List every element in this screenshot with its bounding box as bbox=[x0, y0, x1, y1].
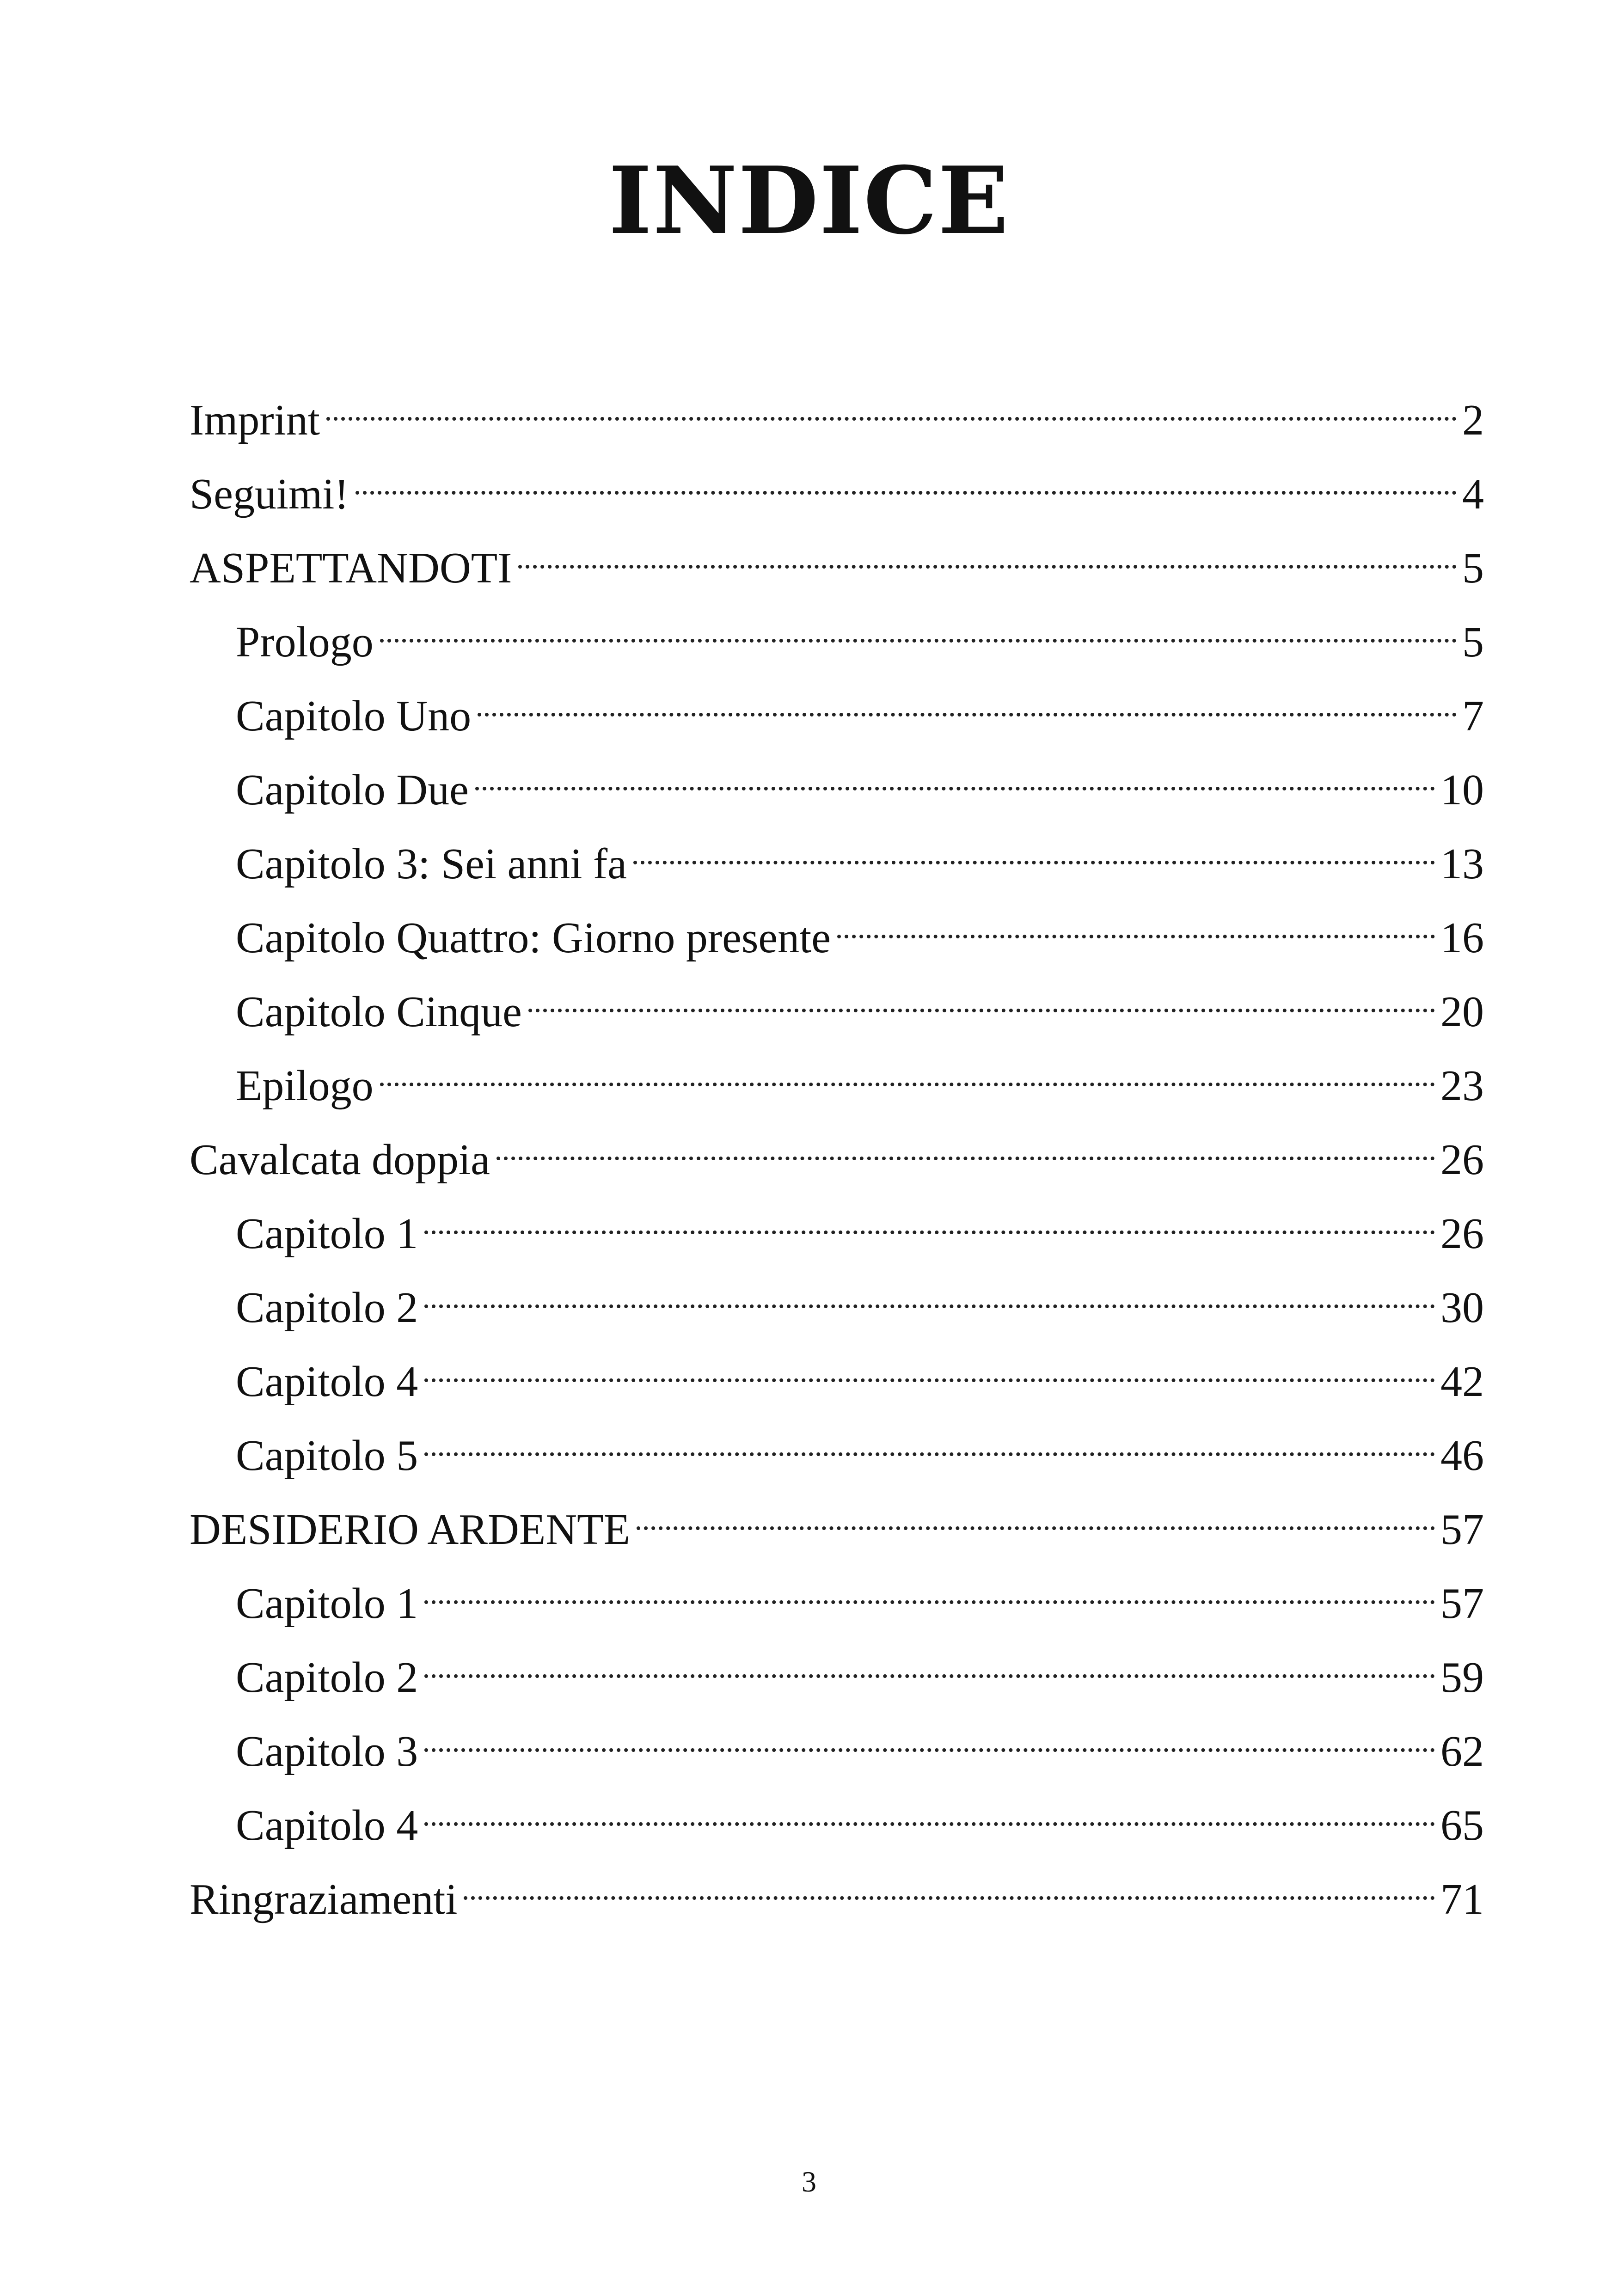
toc-entry-label: Capitolo Uno bbox=[236, 692, 472, 740]
toc-entry[interactable] bbox=[190, 1484, 1484, 1554]
toc-dot-leader bbox=[424, 1262, 1435, 1322]
toc-entry-label: Capitolo 1 bbox=[236, 1580, 418, 1628]
toc-entry-page: 57 bbox=[1440, 1506, 1484, 1554]
toc-entry-label: Capitolo 4 bbox=[236, 1358, 418, 1406]
toc-entry-page: 2 bbox=[1462, 396, 1484, 444]
toc-entry-label: Seguimi! bbox=[190, 470, 349, 518]
toc-entry[interactable] bbox=[236, 1632, 1484, 1702]
toc-entry-label: Capitolo Cinque bbox=[236, 988, 522, 1036]
toc-dot-leader bbox=[478, 670, 1457, 730]
toc-dot-leader bbox=[424, 1188, 1435, 1248]
toc-entry-page: 23 bbox=[1440, 1062, 1484, 1110]
toc-entry[interactable] bbox=[190, 448, 1484, 518]
toc-entry-page: 5 bbox=[1462, 544, 1484, 592]
toc-entry-label: Imprint bbox=[190, 396, 320, 444]
toc-dot-leader bbox=[496, 1114, 1435, 1174]
toc-entry[interactable] bbox=[236, 1410, 1484, 1480]
toc-dot-leader bbox=[380, 1040, 1435, 1100]
toc-entry-page: 62 bbox=[1440, 1727, 1484, 1776]
toc-entry-page: 10 bbox=[1440, 766, 1484, 814]
toc-entry-label: Capitolo 3 bbox=[236, 1727, 418, 1776]
toc-entry-label: Capitolo Due bbox=[236, 766, 469, 814]
toc-entry[interactable] bbox=[236, 1188, 1484, 1258]
toc-entry[interactable] bbox=[190, 374, 1484, 444]
toc-entry[interactable] bbox=[236, 744, 1484, 814]
toc-entry[interactable] bbox=[190, 522, 1484, 592]
toc-dot-leader bbox=[355, 448, 1457, 508]
toc-dot-leader bbox=[424, 1558, 1435, 1618]
toc-entry-page: 42 bbox=[1440, 1358, 1484, 1406]
toc-dot-leader bbox=[380, 596, 1457, 656]
toc-entry[interactable] bbox=[236, 1780, 1484, 1849]
toc-entry-page: 7 bbox=[1462, 692, 1484, 740]
toc-entry-label: Capitolo 2 bbox=[236, 1653, 418, 1702]
toc-entry-page: 46 bbox=[1440, 1432, 1484, 1480]
toc-entry-page: 65 bbox=[1440, 1801, 1484, 1849]
toc-entry[interactable] bbox=[236, 1040, 1484, 1110]
toc-entry-page: 16 bbox=[1440, 914, 1484, 962]
toc-entry[interactable] bbox=[236, 966, 1484, 1036]
toc-entry-label: Prologo bbox=[236, 618, 374, 666]
toc-entry-page: 71 bbox=[1440, 1875, 1484, 1923]
toc-entry-page: 30 bbox=[1440, 1284, 1484, 1332]
toc-dot-leader bbox=[528, 966, 1435, 1026]
toc-entry-label: Capitolo 3: Sei anni fa bbox=[236, 840, 627, 888]
toc-dot-leader bbox=[633, 818, 1435, 878]
toc-entry-label: Epilogo bbox=[236, 1062, 374, 1110]
toc-entry[interactable] bbox=[236, 818, 1484, 888]
toc-entry-page: 57 bbox=[1440, 1580, 1484, 1628]
toc-entry-page: 13 bbox=[1440, 840, 1484, 888]
page-title: INDICE bbox=[608, 147, 1010, 255]
toc-dot-leader bbox=[424, 1336, 1435, 1396]
toc-dot-leader bbox=[424, 1632, 1435, 1692]
toc-dot-leader bbox=[424, 1780, 1435, 1840]
toc-entry-label: Cavalcata doppia bbox=[190, 1136, 490, 1184]
toc-entry[interactable] bbox=[190, 1854, 1484, 1923]
toc-entry-page: 4 bbox=[1462, 470, 1484, 518]
toc-entry-label: Capitolo 4 bbox=[236, 1801, 418, 1849]
toc-dot-leader bbox=[637, 1484, 1435, 1544]
toc-dot-leader bbox=[837, 892, 1435, 952]
toc-entry[interactable] bbox=[236, 1558, 1484, 1628]
toc-entry-label: Capitolo 1 bbox=[236, 1210, 418, 1258]
toc-entry[interactable] bbox=[236, 892, 1484, 962]
toc-entry-label: ASPETTANDOTI bbox=[190, 544, 512, 592]
toc-dot-leader bbox=[518, 522, 1457, 582]
toc-entry-page: 20 bbox=[1440, 988, 1484, 1036]
toc-entry[interactable] bbox=[236, 670, 1484, 740]
toc-dot-leader bbox=[424, 1410, 1435, 1470]
toc-dot-leader bbox=[326, 374, 1457, 435]
toc-dot-leader bbox=[424, 1706, 1435, 1766]
toc-entry-page: 59 bbox=[1440, 1653, 1484, 1702]
toc-entry[interactable] bbox=[236, 1262, 1484, 1332]
toc-dot-leader bbox=[475, 744, 1435, 804]
toc-entry[interactable] bbox=[236, 1706, 1484, 1776]
toc-entry[interactable] bbox=[236, 596, 1484, 666]
toc-entry[interactable] bbox=[190, 1114, 1484, 1184]
toc-entry-label: Capitolo 2 bbox=[236, 1284, 418, 1332]
toc-entry-label: Capitolo 5 bbox=[236, 1432, 418, 1480]
toc-entry-label: Capitolo Quattro: Giorno presente bbox=[236, 914, 831, 962]
toc-entry-page: 26 bbox=[1440, 1210, 1484, 1258]
toc-entry[interactable] bbox=[236, 1336, 1484, 1406]
toc-entry-page: 26 bbox=[1440, 1136, 1484, 1184]
toc-entry-label: Ringraziamenti bbox=[190, 1875, 458, 1923]
toc-entry-page: 5 bbox=[1462, 618, 1484, 666]
toc-dot-leader bbox=[464, 1854, 1435, 1914]
toc-entry-label: DESIDERIO ARDENTE bbox=[190, 1506, 630, 1554]
page-number: 3 bbox=[802, 2165, 816, 2198]
